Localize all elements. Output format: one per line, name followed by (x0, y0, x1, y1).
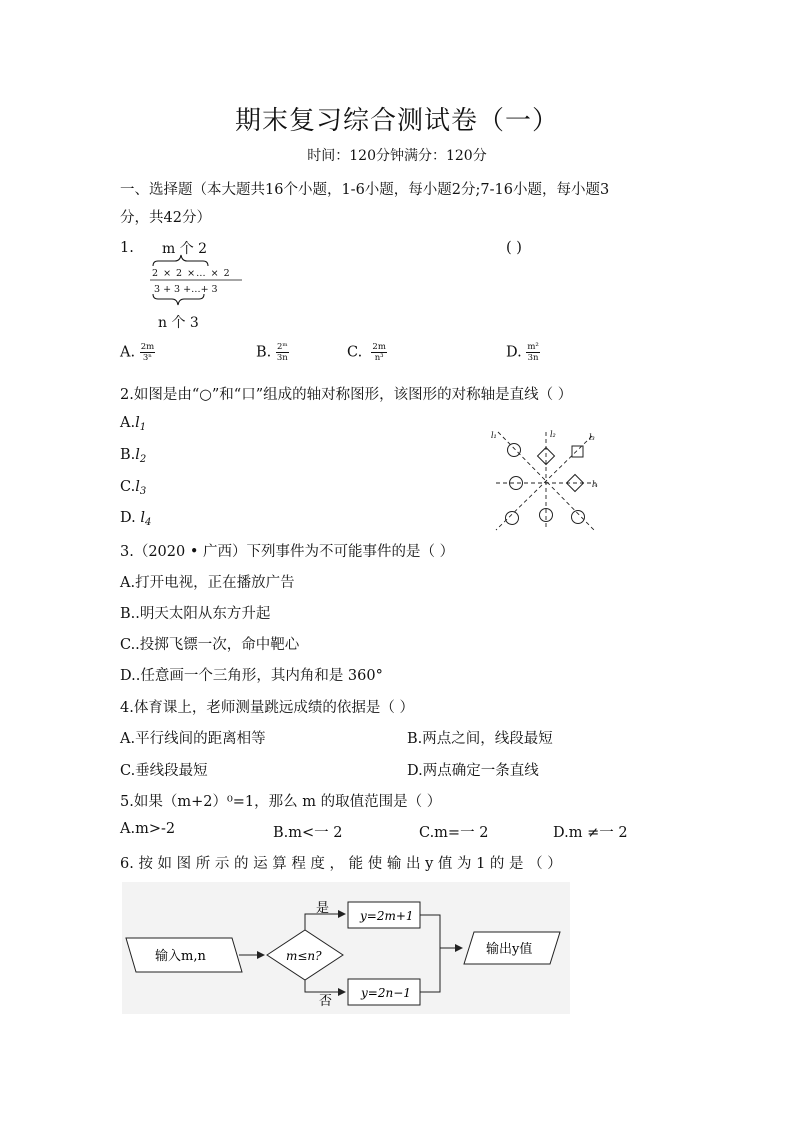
q1-option-a-label: A. (120, 344, 136, 361)
q2-symmetry-figure (488, 426, 608, 534)
q6-flowchart (122, 882, 570, 1014)
q1-option-d[interactable] (506, 342, 540, 363)
q5-option-c[interactable]: C.m=一 2 (419, 825, 489, 841)
q4-option-d[interactable]: D.两点确定一条直线 (407, 763, 539, 779)
q1-answer-paren: ( ) (506, 240, 522, 256)
page-title: 期末复习综合测试卷（一） (234, 106, 559, 136)
q1-number: 1. (120, 240, 134, 256)
flow-output-text: 输出y值 (486, 942, 533, 957)
q1-top-brace-label: m 个 2 (162, 241, 208, 257)
q4-option-c[interactable]: C.垂线段最短 (120, 763, 208, 779)
q2-option-d[interactable]: D. $l_4$ (120, 510, 152, 528)
flow-yes-arrow (305, 914, 345, 930)
label-l1: l₁ (491, 431, 497, 440)
flow-no-label: 否 (319, 994, 333, 1009)
q1-numerator: 2 × 2 ×… × 2 (152, 268, 231, 279)
q1-option-b-fraction: $\frac{\text{2ᵐ}}{3n}$ (276, 342, 288, 363)
circle-shape (572, 511, 585, 524)
q2-option-c[interactable]: $C.l_3$ (120, 479, 147, 497)
q1-option-b[interactable] (256, 342, 289, 363)
q1-option-a[interactable] (120, 342, 155, 363)
q1-option-a-fraction: $\frac{2m}{\text{3ⁿ}}$ (140, 342, 155, 363)
flow-no-arrow (305, 980, 345, 992)
flow-merge-line (420, 915, 440, 992)
flow-yes-label: 是 (316, 901, 330, 916)
section-heading: 一、选择题（本大题共16个小题，1-6小题，每小题2分;7-16小题，每小题3 (120, 182, 610, 198)
label-l2: l₂ (550, 430, 556, 439)
q1-option-c[interactable] (347, 342, 387, 363)
q5-stem: 5.如果（m+2）⁰=1，那么 m 的取值范围是（ ） (120, 794, 442, 810)
q3-option-c[interactable]: C..投掷飞镖一次，命中靶心 (120, 637, 300, 653)
q1-option-d-label: D. (506, 344, 522, 361)
q1-option-b-label: B. (256, 344, 272, 361)
q3-option-d[interactable]: D..任意画一个三角形，其内角和是 360° (120, 668, 383, 684)
q1-option-c-fraction: $\frac{2m}{\text{n³}}$ (372, 342, 386, 363)
q4-stem: 4.体育课上，老师测量跳远成绩的依据是（ ） (120, 700, 414, 716)
q1-top-brace (153, 255, 208, 266)
q1-expression (150, 236, 250, 331)
q1-braces-svg (150, 252, 250, 312)
q2-stem: 2.如图是由“○”和“口”组成的轴对称图形，该图形的对称轴是直线（ ） (120, 387, 573, 403)
q5-option-a[interactable]: A.m>-2 (120, 821, 176, 837)
q5-option-d[interactable]: D.m ≠一 2 (553, 825, 628, 841)
q1-option-c-label: C. (347, 344, 363, 361)
q3-option-b[interactable]: B..明天太阳从东方升起 (120, 606, 271, 622)
q4-option-b[interactable]: B.两点之间，线段最短 (407, 731, 553, 747)
q3-stem: 3.（2020 • 广西）下列事件为不可能事件的是（ ） (120, 544, 455, 560)
circle-shape (508, 444, 521, 457)
flow-no-box-text: y=2n−1 (361, 986, 411, 1000)
flow-yes-box-text: y=2m+1 (360, 909, 414, 923)
q1-bottom-brace (153, 294, 204, 305)
label-l3: l₃ (589, 433, 595, 442)
exam-time-info: 时间：120分钟满分：120分 (307, 148, 487, 164)
q1-denominator: 3 + 3 +…+ 3 (154, 284, 218, 295)
q2-option-b[interactable]: $B.l_2$ (120, 447, 147, 465)
q1-option-d-fraction: $\frac{\text{m²}}{3n}$ (527, 342, 539, 363)
q2-option-a[interactable]: $A.l_1$ (120, 415, 147, 433)
flow-input-text: 输入m,n (155, 949, 206, 964)
q6-flowchart-svg (122, 882, 570, 1014)
square-shape (572, 446, 583, 457)
q6-stem: 6. 按 如 图 所 示 的 运 算 程 度 ， 能 使 输 出 y 值 为 1 的 是 （ ） (120, 856, 562, 872)
q4-option-a[interactable]: A.平行线间的距离相等 (120, 731, 266, 747)
q1-bottom-brace-label: n 个 3 (158, 315, 199, 331)
circle-shape (506, 512, 519, 525)
label-l4: l₄ (592, 480, 598, 489)
q5-option-b[interactable]: B.m<一 2 (273, 825, 343, 841)
flow-decision-text: m≤n? (286, 949, 322, 963)
section-heading-cont: 分，共42分） (120, 210, 211, 226)
q3-option-a[interactable]: A.打开电视，正在播放广告 (120, 575, 295, 591)
